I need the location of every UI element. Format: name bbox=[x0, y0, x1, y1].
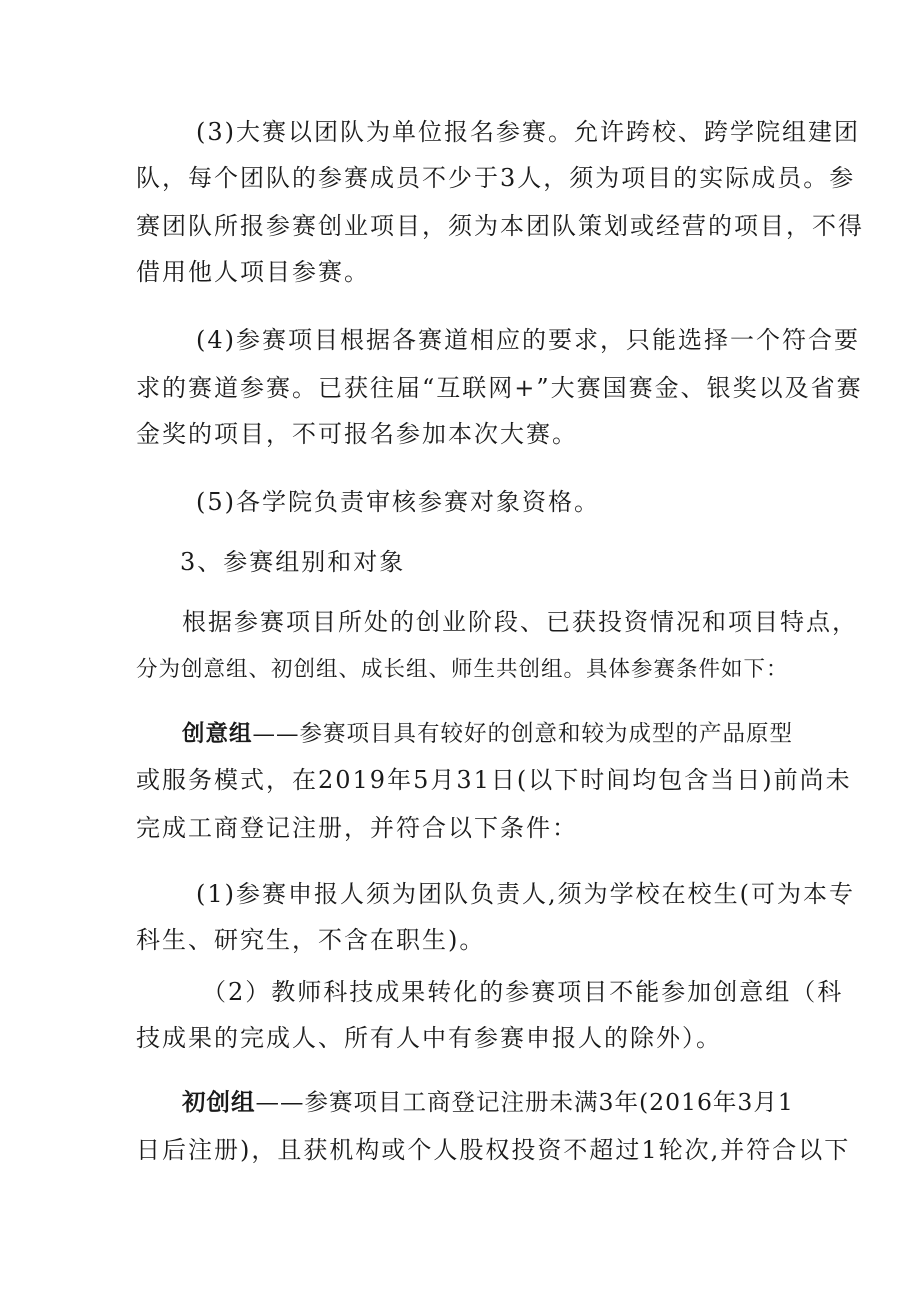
paragraph-4-line-1: (4)参赛项目根据各赛道相应的要求，只能选择一个符合要 bbox=[196, 326, 860, 354]
paragraph-3-line-4: 借用他人项目参赛。 bbox=[136, 258, 370, 286]
startup-group-heading: 初创组 bbox=[182, 1088, 256, 1116]
condition-1-line-1: (1)参赛申报人须为团队负责人,须为学校在校生(可为本专 bbox=[196, 880, 855, 908]
startup-group-line-1 bbox=[182, 1086, 794, 1118]
section-3-title: 3、参赛组别和对象 bbox=[180, 548, 406, 576]
paragraph-5-line-1: (5)各学院负责审核参赛对象资格。 bbox=[196, 488, 600, 516]
creative-group-text: ——参赛项目具有较好的创意和较为成型的产品原型 bbox=[252, 721, 794, 747]
paragraph-3-line-1: (3)大赛以团队为单位报名参赛。允许跨校、跨学院组建团 bbox=[196, 118, 860, 146]
paragraph-4-line-3: 金奖的项目，不可报名参加本次大赛。 bbox=[136, 420, 578, 448]
creative-group-line-3: 完成工商登记注册，并符合以下条件： bbox=[136, 814, 578, 842]
paragraph-4-line-2: 求的赛道参赛。已获往届“互联网+”大赛国赛金、银奖以及省赛 bbox=[136, 374, 863, 402]
condition-1-line-2: 科生、研究生，不含在职生)。 bbox=[136, 926, 486, 954]
paragraph-3-line-3: 赛团队所报参赛创业项目，须为本团队策划或经营的项目，不得 bbox=[136, 212, 864, 240]
paragraph-3-line-2: 队，每个团队的参赛成员不少于3人，须为项目的实际成员。参 bbox=[136, 164, 856, 192]
creative-group-line-1 bbox=[182, 718, 793, 750]
condition-2-line-2: 技成果的完成人、所有人中有参赛申报人的除外）。 bbox=[136, 1024, 722, 1052]
intro-line-1: 根据参赛项目所处的创业阶段、已获投资情况和项目特点， bbox=[182, 608, 858, 636]
intro-line-2: 分为创意组、初创组、成长组、师生共创组。具体参赛条件如下： bbox=[136, 657, 789, 682]
condition-2-line-1: （2）教师科技成果转化的参赛项目不能参加创意组（科 bbox=[202, 978, 844, 1006]
startup-group-line-2: 日后注册)，且获机构或个人股权投资不超过1轮次,并符合以下 bbox=[136, 1136, 851, 1164]
startup-group-text: ——参赛项目工商登记注册未满3年(2016年3月1 bbox=[255, 1088, 794, 1116]
creative-group-heading: 创意组 bbox=[182, 721, 253, 747]
creative-group-line-2: 或服务模式，在2019年5月31日(以下时间均包含当日)前尚未 bbox=[136, 766, 852, 794]
